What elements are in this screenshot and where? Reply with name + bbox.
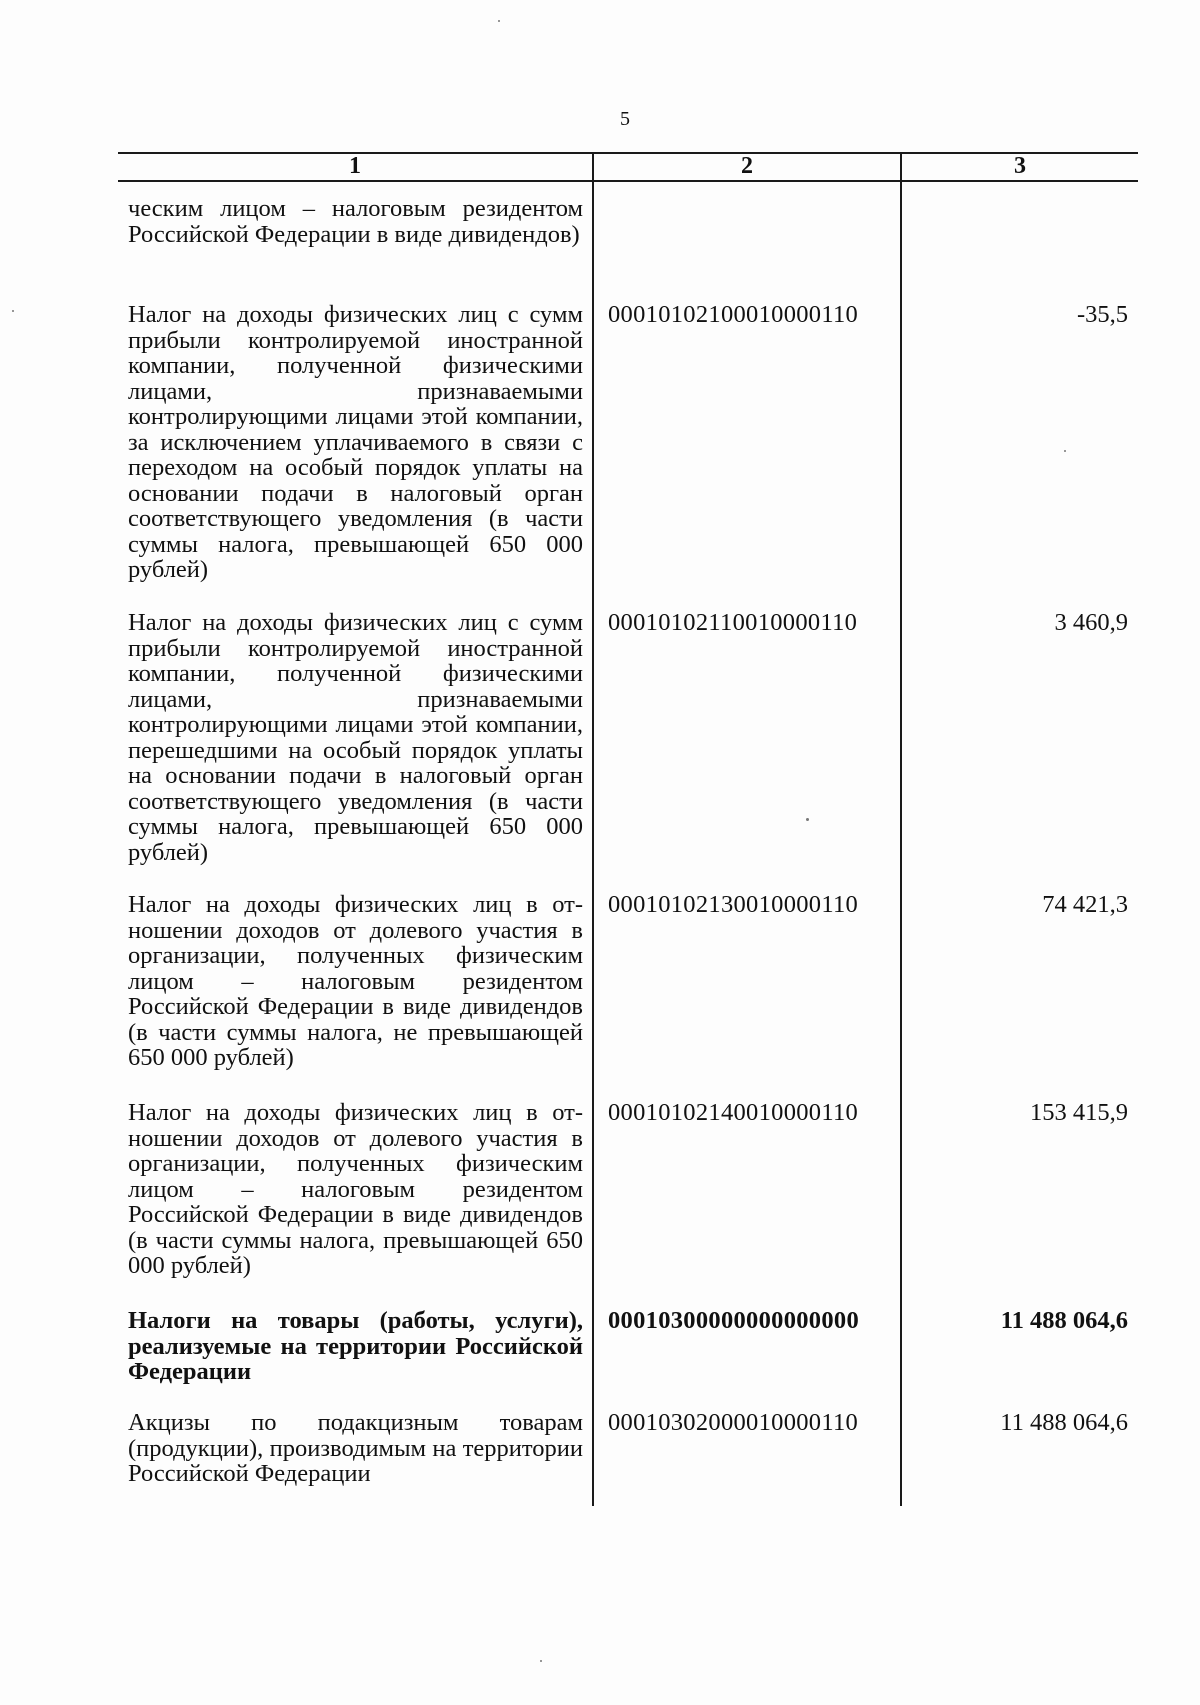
scan-speck: [540, 1660, 542, 1662]
scan-speck: [806, 818, 809, 821]
scan-speck: [498, 20, 500, 22]
row-value: 3 460,9: [1054, 609, 1128, 636]
row-value: 153 415,9: [1030, 1099, 1128, 1126]
row-code: 00010300000000000000: [608, 1307, 859, 1334]
page-number: 5: [620, 108, 630, 130]
row-name: Налоги на товары (работы, услуги), реализуемые на территории Российской Федерации: [128, 1307, 583, 1385]
table-header-col3: 3: [1014, 153, 1026, 179]
row-name: Акцизы по подакцизным товарам (продукции), производимым на территории Российской Федерации: [128, 1409, 583, 1487]
row-value: -35,5: [1076, 301, 1128, 328]
scan-speck: [1064, 450, 1066, 452]
row-value: 74 421,3: [1042, 891, 1128, 918]
row-name: Налог на доходы физических лиц с сумм прибыли контролируемой иностранной компании, полученной физическими лицами, признаваемыми контролирующими лицами этой компании, перешедшими на особый порядок уплаты на основании подачи в налоговый орган соответствующего уведомления (в части суммы налога, превышающей 650 000 рублей): [128, 609, 583, 866]
row-code: 00010102110010000110: [608, 609, 858, 636]
table-header-col1: 1: [349, 153, 361, 179]
row-name: Налог на доходы физических лиц с сумм прибыли контролируемой иностранной компании, полученной физическими лицами, признаваемыми контролирующими лицами этой компании, за исключением уплачиваемого в связи с переходом на особый порядок уплаты на основании подачи в налоговый орган соответствующего уведомления (в части суммы налога, превышающей 650 000 рублей): [128, 301, 583, 583]
row-code: 00010102130010000110: [608, 891, 859, 918]
row-value: 11 488 064,6: [1000, 1409, 1128, 1436]
row-code: 00010102100010000110: [608, 301, 859, 328]
table-header-col2: 2: [741, 153, 753, 179]
table-column-divider-2: [900, 152, 902, 1506]
row-name: Налог на доходы физических лиц в отношении доходов от долевого участия в организации, полученных физическим лицом – налоговым резидентом Российской Федерации в виде дивидендов (в части суммы налога, превышающей 650 000 рублей): [128, 1099, 583, 1279]
row-code: 00010302000010000110: [608, 1409, 859, 1436]
table-header-border: [118, 180, 1138, 182]
table-column-divider-1: [592, 152, 594, 1506]
row-code: 00010102140010000110: [608, 1099, 859, 1126]
row-name: ческим лицом – налоговым резидентом Российской Федерации в виде дивидендов): [128, 195, 583, 248]
scan-speck: [12, 310, 14, 312]
row-value: 11 488 064,6: [1000, 1307, 1128, 1334]
row-name: Налог на доходы физических лиц в отношении доходов от долевого участия в организации, полученных физическим лицом – налоговым резидентом Российской Федерации в виде дивидендов (в части суммы налога, не превышающей 650 000 рублей): [128, 891, 583, 1071]
